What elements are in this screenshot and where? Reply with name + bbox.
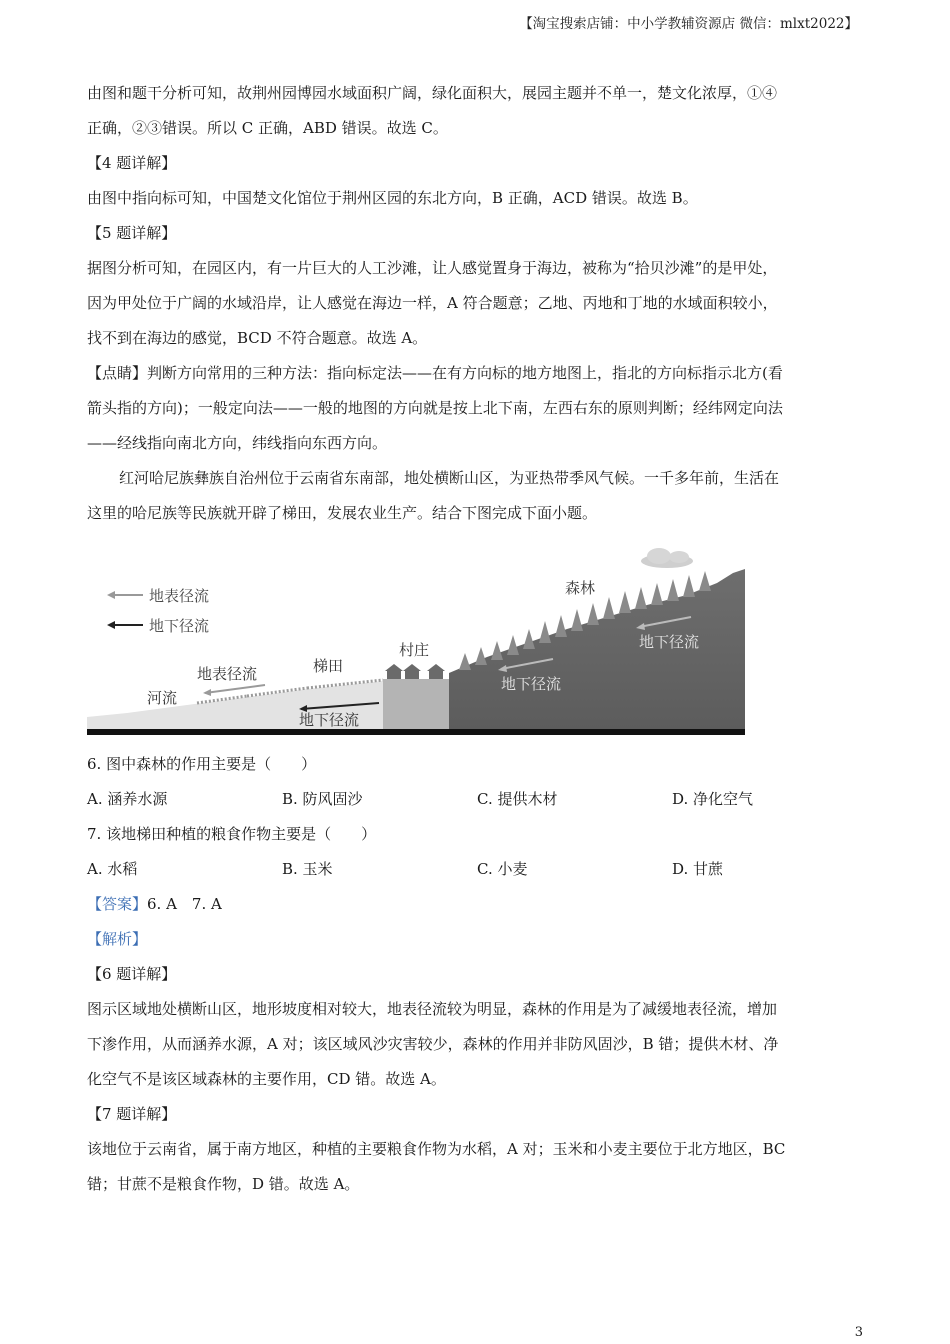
option-d: D. 净化空气 [672, 790, 754, 808]
terrace-label: 梯田 [313, 657, 344, 675]
intro-line: 红河哈尼族彝族自治州位于云南省东南部，地处横断山区，为亚热带季风气候。一千多年前，生活在 [119, 469, 780, 487]
underground-runoff-label: 地下径流 [639, 633, 700, 651]
answer-text: 6. A 7. A [147, 895, 222, 913]
page-content [87, 76, 867, 1202]
text-line: 据图分析可知，在园区内，有一片巨大的人工沙滩，让人感觉置身于海边，被称为“拾贝沙滩”的是甲处， [87, 259, 778, 277]
intro-line: 这里的哈尼族等民族就开辟了梯田，发展农业生产。结合下图完成下面小题。 [87, 504, 598, 522]
legend [107, 587, 209, 635]
section-heading: 【6 题详解】 [87, 965, 177, 983]
legend-underground-label: 地下径流 [149, 617, 210, 635]
underground-runoff-label: 地下径流 [299, 711, 360, 729]
option-c: C. 小麦 [477, 860, 528, 878]
cloud-icon [641, 548, 693, 568]
text-line: 因为甲处位于广阔的水域沿岸，让人感觉在海边一样，A 符合题意；乙地、丙地和丁地的水域面积较小， [87, 294, 778, 312]
text-line: 化空气不是该区域森林的主要作用，CD 错。故选 A。 [87, 1070, 446, 1088]
text-line: 图示区域地处横断山区，地形坡度相对较大，地表径流较为明显，森林的作用是为了减缓地表径流，增加 [87, 1000, 778, 1018]
text-line: 箭头指的方向)；一般定向法——一般的地图的方向就是按上北下南，左西右东的原则判断；经纬网定向法 [87, 399, 783, 417]
village-label: 村庄 [399, 641, 430, 659]
question-7-options [87, 852, 867, 887]
section-heading: 【7 题详解】 [87, 1105, 177, 1123]
page-header: 【淘宝搜索店铺：中小学教辅资源店 微信：mlxt2022】 [519, 16, 858, 32]
option-b: B. 玉米 [282, 860, 333, 878]
text-line: 由图和题干分析可知，故荆州园博园水域面积广阔，绿化面积大，展园主题并不单一，楚文化浓厚，①④ [87, 84, 778, 102]
text-line: 由图中指向标可知，中国楚文化馆位于荆州区园的东北方向，B 正确，ACD 错误。故选 B。 [87, 189, 698, 207]
village-ground [383, 679, 449, 731]
option-b: B. 防风固沙 [282, 790, 363, 808]
text-line: 错；甘蔗不是粮食作物，D 错。故选 A。 [87, 1175, 360, 1193]
analysis-label: 【解析】 [87, 930, 148, 948]
text-line: 正确，②③错误。所以 C 正确，ABD 错误。故选 C。 [87, 119, 448, 137]
text-line: ——经线指向南北方向，纬线指向东西方向。 [87, 434, 388, 452]
text-line: 找不到在海边的感觉，BCD 不符合题意。故选 A。 [87, 329, 428, 347]
terrace-diagram [87, 545, 747, 735]
text-line: 【点睛】判断方向常用的三种方法：指向标定法——在有方向标的地方地图上，指北的方向标指示北方(看 [87, 364, 783, 382]
legend-surface-label: 地表径流 [149, 587, 210, 605]
option-d: D. 甘蔗 [672, 860, 724, 878]
mountain [449, 569, 745, 731]
page-number: 3 [854, 1325, 863, 1340]
surface-runoff-label: 地表径流 [197, 665, 258, 683]
question-6-options [87, 782, 867, 817]
answer-line [87, 887, 867, 922]
underground-runoff-label: 地下径流 [501, 675, 562, 693]
section-heading: 【5 题详解】 [87, 224, 177, 242]
answer-label: 【答案】 [87, 895, 148, 913]
river-label: 河流 [147, 689, 178, 707]
village-houses [385, 664, 445, 679]
option-a: A. 水稻 [87, 860, 138, 878]
text-line: 该地位于云南省，属于南方地区，种植的主要粮食作物为水稻，A 对；玉米和小麦主要位于北方地区，BC [87, 1140, 786, 1158]
text-line: 下渗作用，从而涵养水源，A 对；该区域风沙灾害较少，森林的作用并非防风固沙，B 错；提供木材、净 [87, 1035, 779, 1053]
question-7-stem: 7. 该地梯田种植的粮食作物主要是（ ） [87, 825, 377, 843]
ground-line [87, 729, 745, 735]
option-c: C. 提供木材 [477, 790, 558, 808]
section-heading: 【4 题详解】 [87, 154, 177, 172]
forest-label: 森林 [565, 579, 596, 597]
terrace-diagram-svg [87, 545, 747, 735]
question-6-stem: 6. 图中森林的作用主要是（ ） [87, 755, 317, 773]
option-a: A. 涵养水源 [87, 790, 168, 808]
